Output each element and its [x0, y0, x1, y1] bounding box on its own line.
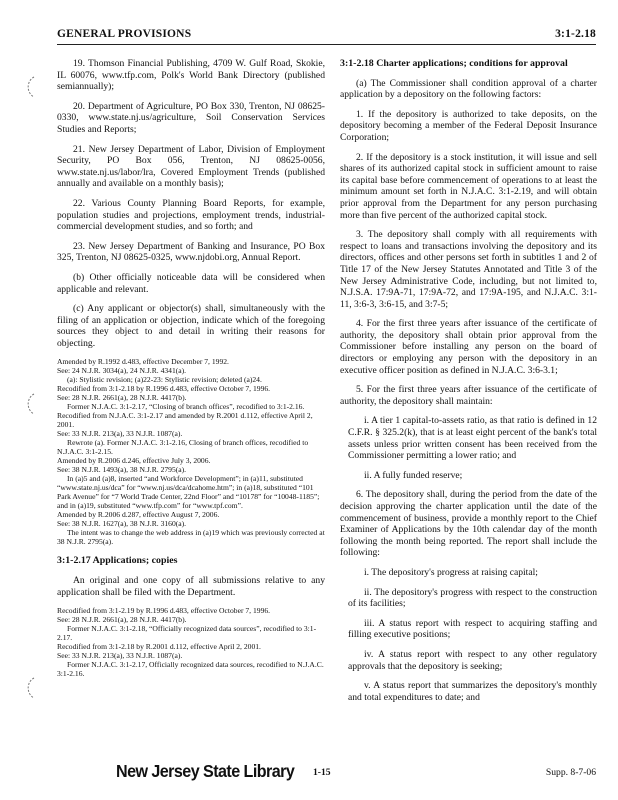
- page-number: 1-15: [313, 767, 331, 778]
- history-note: (a): Stylistic revision; (a)22-23: Stylistic revision; deleted (a)24.: [67, 375, 262, 385]
- section-notes: [57, 606, 325, 678]
- history-note: Recodified from 3:1-2.19 by R.1996 d.483, effective October 7, 1996.: [57, 606, 271, 616]
- list-item: 3. The depository shall comply with all requirements with respect to loans and transactions involving the depository and its directors, offices and other persons set forth in subtitles 1 and 2 of Title 17 of the New Jersey Statutes Annotated and Title 3 of the New Jersey Administrative Code, including, but not limited to, N.J.S.A. 17:9A-71, 17:9A-72, and 17:9A-195, and N.J.A.C. 3:1-11, 3:6-3, 3:6-15, and 3:7-5;: [340, 229, 597, 310]
- history-note: Rewrote (a). Former N.J.A.C. 3:1-2.16, Closing of branch offices, recodified to N.J.A.C. 3:1-2.15.: [57, 438, 309, 457]
- history-note: Recodified from 3:1-2.18 by R.1996 d.483, effective October 7, 1996.: [57, 384, 271, 394]
- list-item: 6. The depository shall, during the period from the date of the decision approving the charter application until the date of the commencement of business, provide a monthly report to the Chief Examiner of Applications by the 10th calendar day of the month following the month being reported. The report shall include the following:: [340, 489, 597, 559]
- library-stamp: New Jersey State Library: [116, 761, 295, 781]
- history-note: Former N.J.A.C. 3:1-2.18, “Officially recognized data sources”, recodified to 3:1-2.17.: [57, 624, 317, 643]
- list-item: 21. New Jersey Department of Labor, Division of Employment Security, PO Box 056, Trenton, NJ 08625-0056, www.state.nj.us/labor/lra, Covered Employment Trends (published annually and available on a monthly basis);: [57, 143, 325, 190]
- history-note: See: 38 N.J.R. 1493(a), 38 N.J.R. 2795(a).: [57, 465, 187, 475]
- history-note: Former N.J.A.C. 3:1-2.17, Officially recognized data sources, recodified to N.J.A.C. 3:1-2.16.: [57, 660, 324, 679]
- list-item: 20. Department of Agriculture, PO Box 330, Trenton, NJ 08625-0330, www.state.nj.us/agriculture, Soil Conservation Services Studies and Reports;: [57, 100, 325, 135]
- header-rule: [57, 44, 596, 45]
- punch-hole-icon: [22, 75, 38, 99]
- history-note: Former N.J.A.C. 3:1-2.17, “Closing of branch offices”, recodified to 3:1-2.16.: [67, 402, 305, 412]
- sub-item: iv. A status report with respect to any other regulatory approvals that the depository is seeking;: [348, 648, 597, 672]
- history-note: See: 28 N.J.R. 2661(a), 28 N.J.R. 4417(b).: [57, 615, 187, 625]
- header-title: GENERAL PROVISIONS: [57, 28, 192, 40]
- supplement-date: Supp. 8-7-06: [545, 767, 596, 778]
- paragraph-b: (b) Other officially noticeable data will be considered when applicable and relevant.: [57, 271, 325, 295]
- right-column: [340, 58, 597, 711]
- sub-item: i. The depository's progress at raising capital;: [364, 566, 538, 578]
- running-header: [57, 26, 596, 42]
- paragraph-c: (c) Any applicant or objector(s) shall, simultaneously with the filing of an application or objection, indicate which of the foregoing sources they object to and detail in writing their reasons for objecting.: [57, 303, 325, 349]
- list-item: 2. If the depository is a stock institution, it will issue and sell shares of its authorized capital stock in sufficient amount to raise its capital base before commencement of operations to at least the minimum amount set forth in N.J.A.C. 3:1-2.19, and will obtain prior approval from the Department for any person purchasing more than five percent of the authorized capital stock.: [340, 151, 597, 221]
- sub-item: i. A tier 1 capital-to-assets ratio, as that ratio is defined in 12 C.F.R. § 325.2(k), that is at least eight percent of the bank's total assets unless prior written consent has been received from the Commissioner permitting a lower ratio; and: [348, 415, 597, 462]
- history-note: Recodified from 3:1-2.18 by R.2001 d.112, effective April 2, 2001.: [57, 642, 261, 652]
- history-note: Amended by R.1992 d.483, effective December 7, 1992.: [57, 357, 229, 367]
- history-note: Recodified from N.J.A.C. 3:1-2.17 and amended by R.2001 d.112, effective April 2, 2001.: [57, 411, 313, 430]
- history-note: Amended by R.2006 d.287, effective August 7, 2006.: [57, 510, 220, 520]
- history-note: In (a)5 and (a)8, inserted “and Workforce Development”; in (a)11, substituted “www.state.nj.us/dca” for “www.nj.us/dca/dcahome.htm”; in (a)18, substituted “101 Park Avenue” for “7 World Trade Center, 22nd Floor” and “10178” for “10048-1185”; and in (a)19, substituted “www.tfp.com” for “www.tpf.com”.: [57, 474, 320, 511]
- list-item: 4. For the first three years after issuance of the certificate of authority, the depository shall obtain prior approval from the Commissioner before installing any person on the board of directors or employing any person with the depository in an executive officer position as defined in N.J.A.C. 3:6-3.1;: [340, 318, 597, 376]
- history-note: See: 24 N.J.R. 3034(a), 24 N.J.R. 4341(a).: [57, 366, 187, 376]
- sub-item: iii. A status report with respect to acquiring staffing and filling executive positions;: [348, 617, 597, 641]
- list-item: 23. New Jersey Department of Banking and Insurance, PO Box 325, Trenton, NJ 08625-0325, www.njdobi.org, Annual Report.: [57, 240, 325, 264]
- history-note: See: 28 N.J.R. 2661(a), 28 N.J.R. 4417(b).: [57, 393, 187, 403]
- history-note: See: 33 N.J.R. 213(a), 33 N.J.R. 1087(a).: [57, 651, 183, 661]
- page-footer: [116, 761, 596, 791]
- sub-item: ii. A fully funded reserve;: [364, 469, 463, 481]
- header-section-number: 3:1-2.18: [555, 28, 596, 40]
- list-item: 5. For the first three years after issuance of the certificate of authority, the depository shall maintain:: [340, 384, 597, 407]
- paragraph-a: (a) The Commissioner shall condition approval of a charter application by a depository on the following factors:: [340, 77, 597, 101]
- punch-hole-icon: [22, 676, 38, 700]
- history-note: See: 33 N.J.R. 213(a), 33 N.J.R. 1087(a).: [57, 429, 183, 439]
- history-note: The intent was to change the web address in (a)19 which was previously corrected at 38 N.J.R. 2795(a).: [57, 528, 325, 547]
- list-item: 1. If the depository is authorized to take deposits, on the depository becoming a member of the Federal Deposit Insurance Corporation;: [340, 108, 597, 143]
- list-item: 19. Thomson Financial Publishing, 4709 W. Gulf Road, Skokie, IL 60076, www.tfp.com, Polk's World Bank Directory (published semiannually);: [57, 58, 325, 93]
- sub-item: ii. The depository's progress with respect to the construction of its facilities;: [348, 586, 597, 610]
- history-note: Amended by R.2006 d.246, effective July 3, 2006.: [57, 456, 211, 466]
- section-heading-3-1-2-17: 3:1-2.17 Applications; copies: [57, 555, 178, 567]
- history-notes: [57, 357, 325, 546]
- left-column: [57, 58, 325, 678]
- punch-hole-icon: [22, 392, 38, 416]
- sub-item: v. A status report that summarizes the depository's monthly and total expenditures to date; and: [348, 680, 597, 703]
- list-item: 22. Various County Planning Board Reports, for example, population studies and projections, employment trends, industrial-commercial development studies, and so forth; and: [57, 197, 325, 233]
- history-note: See: 38 N.J.R. 1627(a), 38 N.J.R. 3160(a).: [57, 519, 187, 529]
- section-text: An original and one copy of all submissions relative to any application shall be filed with the Department.: [57, 575, 325, 598]
- section-heading-3-1-2-18: 3:1-2.18 Charter applications; conditions for approval: [340, 58, 568, 69]
